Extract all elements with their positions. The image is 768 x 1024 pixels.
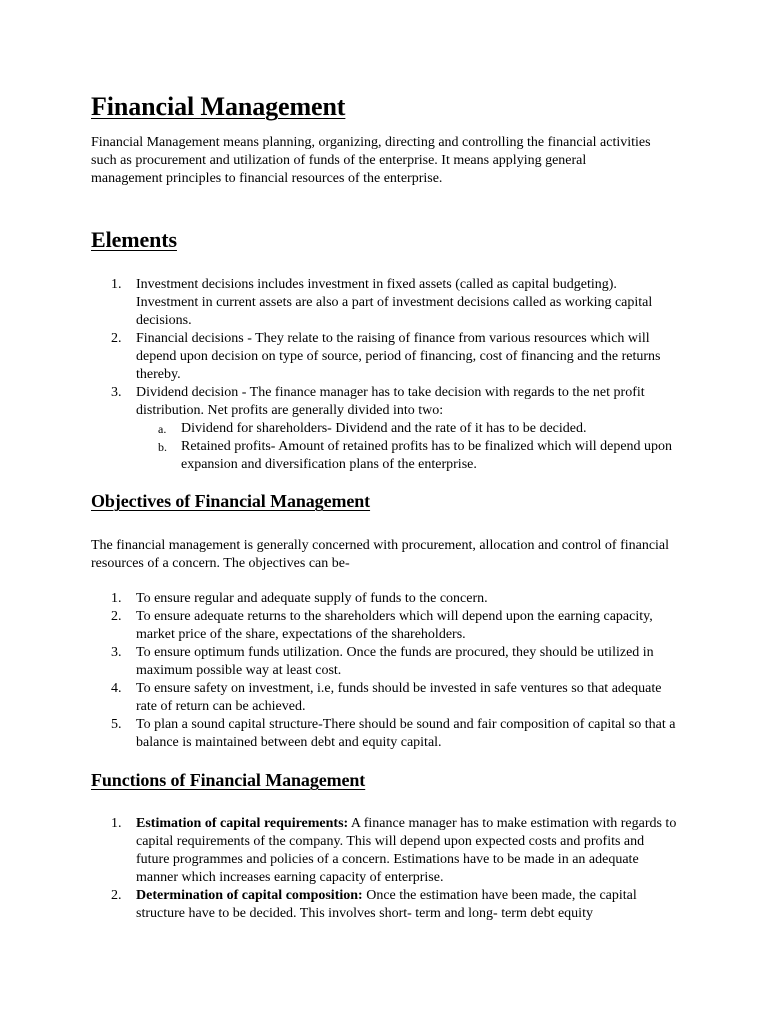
list-item-text: Investment decisions includes investment in fixed assets (called as capital budgeting). Investment in current assets are also a part of investment decisions called as working capital decisions. — [136, 277, 653, 328]
list-number: 1. — [111, 591, 122, 606]
sub-list-item — [136, 438, 681, 474]
elements-list — [91, 276, 681, 474]
list-item-text: Dividend decision - The finance manager has to take decision with regards to the net profit distribution. Net profits are generally divided into two: — [136, 385, 645, 418]
list-number: 4. — [111, 681, 122, 696]
intro-paragraph: Financial Management means planning, organizing, directing and controlling the financial activities such as procurement and utilization of funds of the enterprise. It means applying general management principles to financial resources of the enterprise. — [91, 135, 651, 186]
list-number: 5. — [111, 717, 122, 732]
list-item — [91, 887, 681, 923]
list-number: 3. — [111, 385, 122, 400]
list-item — [91, 815, 681, 887]
list-item-text: To ensure adequate returns to the shareholders which will depend upon the earning capacity, market price of the share, expectations of the shareholders. — [136, 609, 653, 642]
list-item-text: Once the estimation have been made, the capital structure have to be decided. This involves short- term and long- term debt equity — [136, 888, 637, 921]
functions-heading: Functions of Financial Management — [91, 770, 366, 790]
list-item — [91, 680, 681, 716]
list-item — [91, 590, 681, 608]
list-number: 2. — [111, 609, 122, 624]
list-item-text: Financial decisions - They relate to the raising of finance from various resources which will depend upon decision on type of source, period of financing, cost of financing and the returns thereby. — [136, 331, 661, 382]
list-item — [91, 608, 681, 644]
list-item-text: To plan a sound capital structure-There should be sound and fair composition of capital so that a balance is maintained between debt and equity capital. — [136, 717, 676, 750]
list-number: 2. — [111, 888, 122, 903]
sub-list-item-text: Dividend for shareholders- Dividend and the rate of it has to be decided. — [181, 421, 587, 436]
list-item — [91, 276, 681, 330]
sub-list — [136, 420, 681, 474]
objectives-list — [91, 590, 681, 752]
functions-list — [91, 815, 681, 923]
sub-list-letter: b. — [158, 440, 167, 454]
sub-list-letter: a. — [158, 422, 167, 436]
objectives-intro-paragraph: The financial management is generally concerned with procurement, allocation and control of financial resources of a concern. The objectives can be- — [91, 538, 670, 571]
list-item — [91, 716, 681, 752]
list-number: 2. — [111, 331, 122, 346]
list-number: 1. — [111, 816, 122, 831]
list-number: 1. — [111, 277, 122, 292]
list-item-text: To ensure regular and adequate supply of funds to the concern. — [136, 591, 488, 606]
list-number: 3. — [111, 645, 122, 660]
list-item-text: A finance manager has to make estimation with regards to capital requirements of the company. This will depend upon expected costs and profits and future programmes and policies of a concern. Estimations have to be made in an adequate manner which increases earning capacity of enterprise. — [136, 816, 677, 885]
objectives-heading: Objectives of Financial Management — [91, 491, 371, 511]
sub-list-item-text: Retained profits- Amount of retained profits has to be finalized which will depend upon expansion and diversification plans of the enterprise. — [181, 439, 673, 472]
list-item — [91, 330, 681, 384]
page-title: Financial Management — [91, 92, 346, 121]
list-item-text: To ensure safety on investment, i.e, funds should be invested in safe ventures so that adequate rate of return can be achieved. — [136, 681, 662, 714]
elements-heading: Elements — [91, 227, 177, 252]
list-item — [91, 644, 681, 680]
function-term: Determination of capital composition: — [136, 888, 363, 903]
function-term: Estimation of capital requirements: — [136, 816, 349, 831]
list-item-text: To ensure optimum funds utilization. Once the funds are procured, they should be utilized in maximum possible way at least cost. — [136, 645, 654, 678]
sub-list-item — [136, 420, 681, 438]
list-item — [91, 384, 681, 474]
